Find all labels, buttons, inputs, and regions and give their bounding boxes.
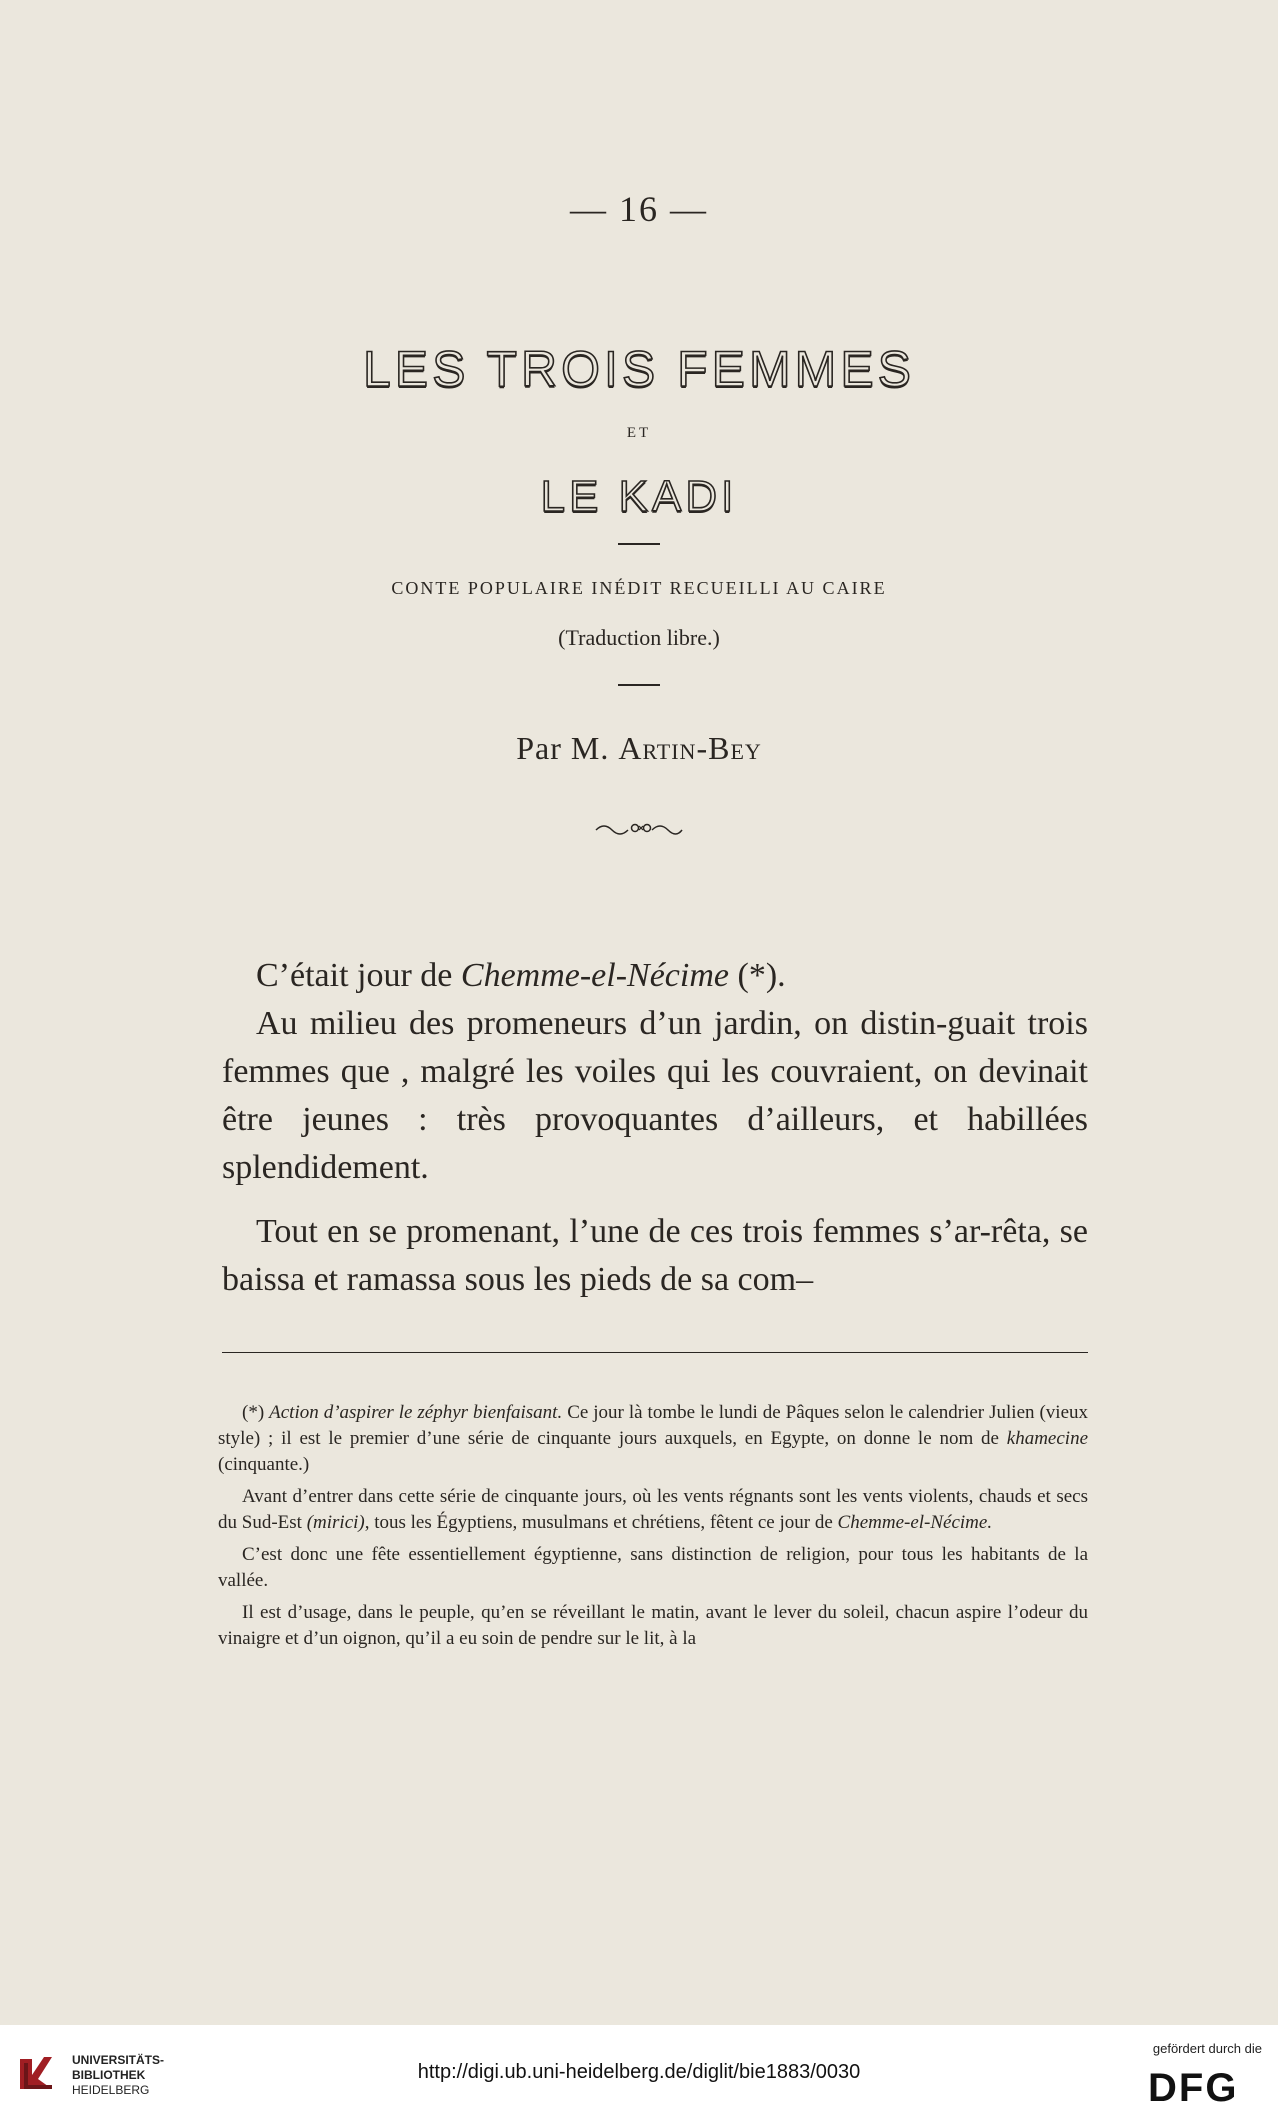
author-line [0, 730, 1278, 767]
title-divider [618, 543, 660, 545]
footnote-separator [222, 1352, 1088, 1353]
permalink-url[interactable]: http://digi.ub.uni-heidelberg.de/diglit/bie1883/0030 [417, 2061, 861, 2083]
footnote-2: Avant d’entrer dans cette série de cinquante jours, où les vents régnants sont les vents violents, chauds et secs du Sud-Est (mirici), tous les Égyptiens, musulmans et chrétiens, fêtent ce jour de Chemme-el-Nécime. [218, 1486, 1088, 1533]
dfg-logo-icon [1144, 2063, 1264, 2107]
author-prefix: Par M. [516, 730, 619, 766]
digitization-banner [0, 2025, 1278, 2123]
svg-text:DFG: DFG [1148, 2066, 1239, 2107]
subtitle: CONTE POPULAIRE INÉDIT RECUEILLI AU CAIRE [391, 578, 887, 598]
title-main: LES TROIS FEMMES [362, 341, 916, 397]
funding-note: gefördert durch die [1152, 2041, 1262, 2056]
body-text [222, 952, 1088, 1320]
paragraph-2: Au milieu des promeneurs d’un jardin, on distin-guait trois femmes que , malgré les voiles qui les couvraient, on devinait être jeunes : très provoquantes d’ailleurs, et habillées splendidement. [222, 1005, 1088, 1186]
translation-note: (Traduction libre.) [558, 625, 720, 650]
title-conjunction: ET [626, 425, 652, 441]
paragraph-1: C’était jour de Chemme-el-Nécime (*). [256, 957, 786, 994]
footnote-4: Il est d’usage, dans le peuple, qu’en se réveillant le matin, avant le lever du soleil, chacun aspire l’odeur du vinaigre et d’un oignon, qu’il a eu soin de pendre sur le lit, à la [218, 1602, 1088, 1649]
author-name: Artin-Bey [618, 730, 762, 766]
title-sub: LE KADI [540, 472, 738, 521]
page-number: — 16 — [570, 189, 708, 229]
footnote-3: C’est donc une fête essentiellement égyptienne, sans distinction de religion, pour tous les habitants de la vallée. [218, 1544, 1088, 1591]
ornament-flourish [594, 818, 684, 838]
footnote-1: (*) Action d’aspirer le zéphyr bienfaisant. Ce jour là tombe le lundi de Pâques selon le calendrier Julien (vieux style) ; il est le premier d’une série de cinquante jours auxquels, en Egypte, on donne le nom de khamecine (cinquante.) [218, 1402, 1089, 1475]
paragraph-3: Tout en se promenant, l’une de ces trois femmes s’ar-rêta, se baissa et ramassa sous les pieds de sa com– [222, 1213, 1088, 1298]
holiday-name: Chemme-el-Nécime [460, 957, 729, 994]
subtitle-divider [618, 684, 660, 686]
footnotes [218, 1400, 1088, 1658]
university-name: UNIVERSITÄTS- BIBLIOTHEK HEIDELBERG [72, 2053, 165, 2097]
